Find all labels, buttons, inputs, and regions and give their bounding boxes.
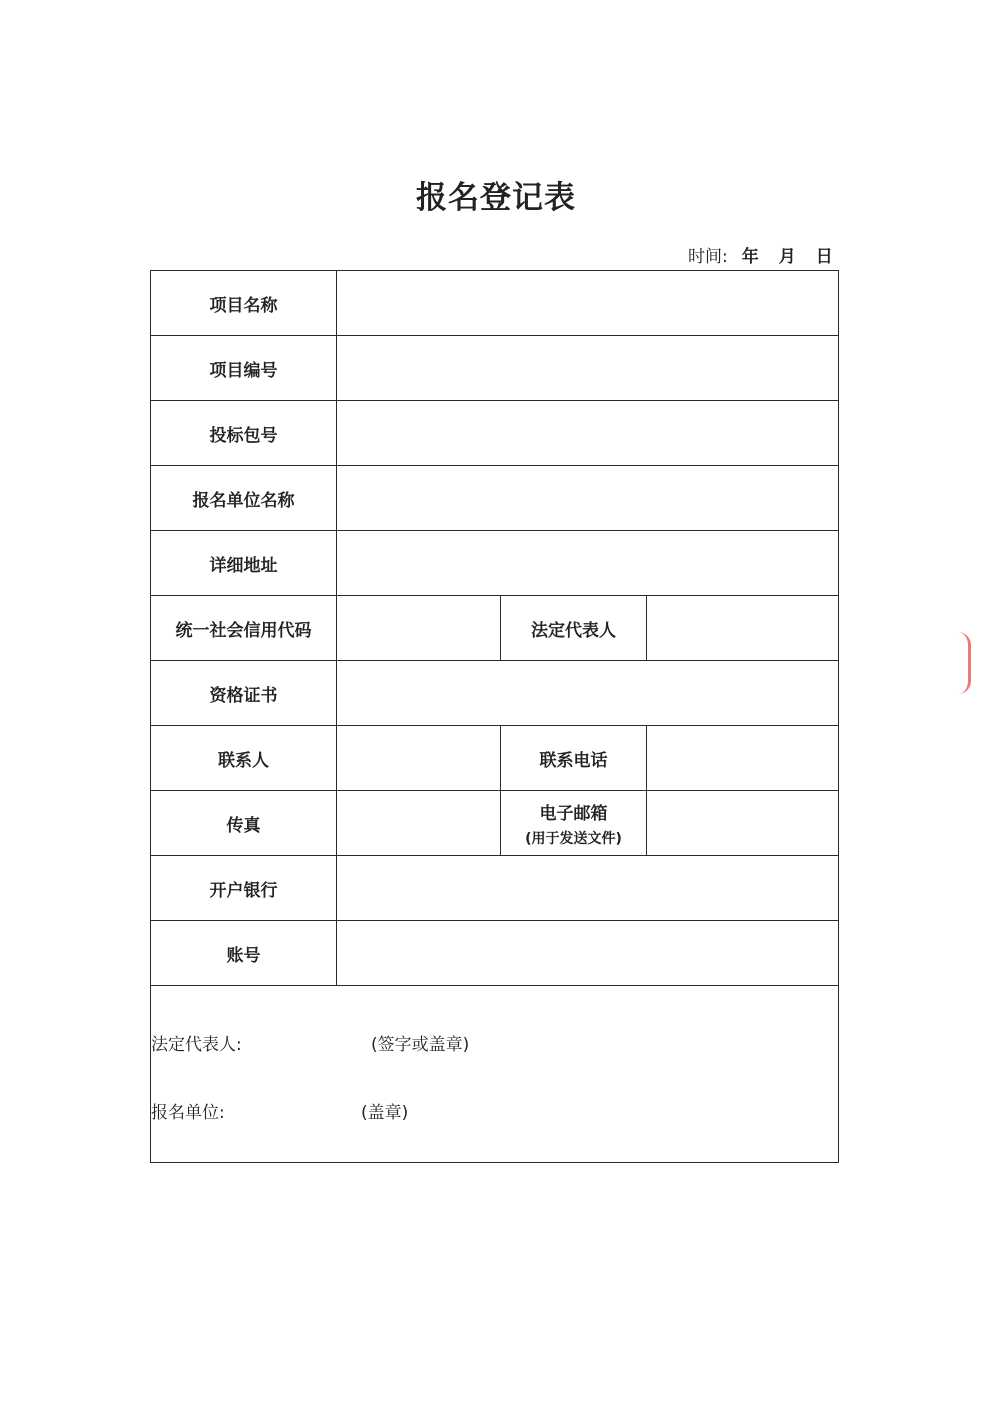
project-name-label: 项目名称	[151, 271, 337, 336]
bid-package-field[interactable]	[337, 401, 839, 466]
legal-rep-signature-row	[151, 1030, 469, 1055]
table-row	[151, 661, 839, 726]
company-name-label: 报名单位名称	[151, 466, 337, 531]
table-row	[151, 466, 839, 531]
legal-rep-label: 法定代表人	[501, 596, 647, 661]
registration-table	[150, 270, 839, 1163]
table-row	[151, 596, 839, 661]
table-row	[151, 856, 839, 921]
qualification-label: 资格证书	[151, 661, 337, 726]
bid-package-label: 投标包号	[151, 401, 337, 466]
credit-code-label: 统一社会信用代码	[151, 596, 337, 661]
company-seal-label: 报名单位:	[151, 1103, 225, 1123]
table-row	[151, 791, 839, 856]
phone-field[interactable]	[647, 726, 839, 791]
table-row	[151, 921, 839, 986]
company-seal-note: (盖章)	[361, 1103, 409, 1123]
legal-rep-field[interactable]	[647, 596, 839, 661]
email-note: (用于发送文件)	[525, 830, 622, 847]
email-label-cell	[501, 791, 647, 856]
qualification-field[interactable]	[337, 661, 839, 726]
table-row	[151, 986, 839, 1163]
signature-block	[151, 986, 839, 1163]
fax-label: 传真	[151, 791, 337, 856]
date-label: 时间:	[688, 247, 728, 267]
project-no-label: 项目编号	[151, 336, 337, 401]
contact-field[interactable]	[337, 726, 501, 791]
table-row	[151, 336, 839, 401]
project-no-field[interactable]	[337, 336, 839, 401]
date-year: 年	[741, 247, 759, 267]
email-label: 电子邮箱	[539, 803, 608, 824]
contact-label: 联系人	[151, 726, 337, 791]
date-month: 月	[778, 247, 796, 267]
account-label: 账号	[151, 921, 337, 986]
project-name-field[interactable]	[337, 271, 839, 336]
credit-code-field[interactable]	[337, 596, 501, 661]
table-row	[151, 726, 839, 791]
legal-rep-signature-note: (签字或盖章)	[371, 1035, 470, 1055]
table-row	[151, 271, 839, 336]
phone-label: 联系电话	[501, 726, 647, 791]
fax-field[interactable]	[337, 791, 501, 856]
date-day: 日	[815, 247, 833, 267]
page-title: 报名登记表	[416, 180, 576, 216]
company-seal-row	[151, 1098, 408, 1123]
company-name-field[interactable]	[337, 466, 839, 531]
legal-rep-signature-label: 法定代表人:	[151, 1035, 242, 1055]
address-label: 详细地址	[151, 531, 337, 596]
table-row	[151, 531, 839, 596]
date-line	[688, 242, 833, 267]
red-seal-edge	[958, 632, 971, 694]
bank-label: 开户银行	[151, 856, 337, 921]
account-field[interactable]	[337, 921, 839, 986]
address-field[interactable]	[337, 531, 839, 596]
table-row	[151, 401, 839, 466]
bank-field[interactable]	[337, 856, 839, 921]
email-field[interactable]	[647, 791, 839, 856]
